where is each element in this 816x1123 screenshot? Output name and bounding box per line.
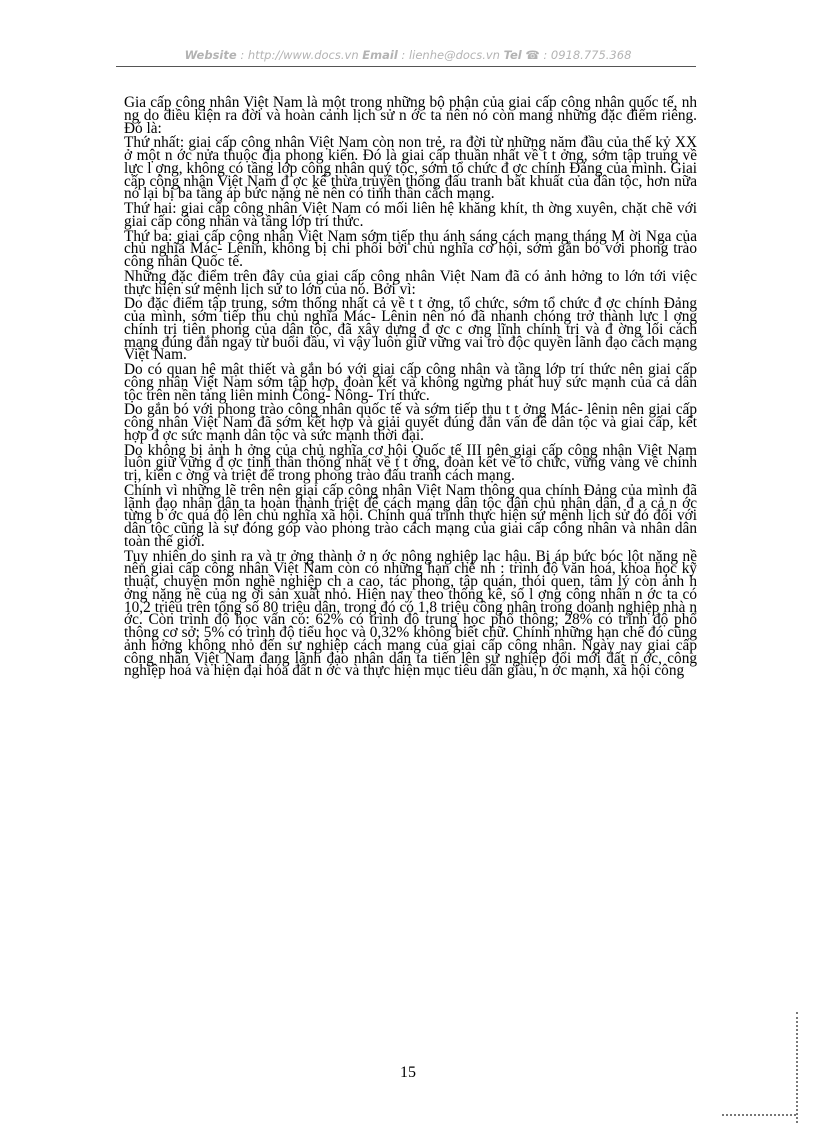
paragraph-reason-2: Do có quan hệ mật thiết và gắn bó với giai cấp công nhân và tầng lớp trí thức nên giai cấp công nhân Việt Nam sớm tập hợp, đoàn kết và không ngừng phát huy sức mạnh của cả dân tộc trên nền tảng liên minh Công- Nông- Trí thức. (124, 361, 697, 404)
tel-label: Tel (503, 48, 522, 62)
paragraph-limitations: Tuy nhiên do sinh ra và tr ởng thành ở n ớc nông nghiệp lạc hậu. Bị áp bức bóc lột nặng nề nên giai cấp công nhân Việt Nam còn có những hạn chế nh : trình độ văn hoá, khoa học kỹ thuật, chuyên môn nghề nghiệp ch a cao, tác phong, tập quán, thói quen, tâm lý còn ảnh h ởng nặng nề của ng ời sản xuất nhỏ. Hiện nay theo thống kê, số l ợng công nhân n ớc ta có 10,2 triệu trên tổng số 80 triệu dân, trong đó có 1,8 triệu công nhân trong doanh nghiệp nhà n ớc. Còn trình độ học vấn có: 62% có trình độ trung học phổ thông; 28% có trình độ phổ thông cơ sở; 5% có trình độ tiểu học và 0,32% không biết chữ. Chính những hạn chế đó cũng ảnh hởng không nhỏ đến sự nghiệp cách mạng của giai cấp công nhân. Ngày nay giai cấp công nhân Việt Nam đang lãnh đạo nhân dân ta tiến lên sự nghiệp đổi mới đất n ớc, công nghiệp hoá và hiện đại hóa đất n ớc và thực hiện mục tiêu dân giàu, n ớc mạnh, xã hội công (124, 547, 697, 680)
paragraph-third-trait: Thứ ba: giai cấp công nhân Việt Nam sớm tiếp thu ánh sáng cách mạng tháng M ời Nga của chủ nghĩa Mác- Lênin, không bị chi phối bởi chủ nghĩa cơ hội, sớm gắn bó với phong trào công nhân Quốc tế. (124, 227, 697, 270)
website-label: Website (184, 48, 237, 62)
phone-icon: ☎ (525, 48, 540, 62)
email-value[interactable]: : lienhe@docs.vn (397, 48, 504, 62)
page-number: 15 (400, 1064, 416, 1081)
document-body (124, 94, 697, 680)
paragraph-second-trait: Thứ hai: giai cấp công nhân Việt Nam có mối liên hệ khăng khít, th ờng xuyên, chặt chẽ với giai cấp công nhân và tầng lớp trí thức. (124, 200, 697, 230)
paragraph-reason-4: Do không bị ảnh h ởng của chủ nghĩa cơ hội Quốc tế III nên giai cấp công nhân Việt Nam luôn giữ vững đ ợc tinh thần thống nhất về t t ởng, đoàn kết về tổ chức, vững vàng về chính trị, kiên c ờng và triệt để trong phong trào đấu tranh cách mạng. (124, 441, 697, 484)
paragraph-influence: Những đặc điểm trên đây của giai cấp công nhân Việt Nam đã có ảnh hởng to lớn tới việc thực hiện sứ mệnh lịch sử to lớn của nó. Bởi vì: (124, 267, 697, 298)
paragraph-first-trait: Thứ nhất: giai cấp công nhân Việt Nam còn non trẻ, ra đời từ những năm đầu của thế kỷ XX ở một n ớc nửa thuộc địa phong kiến. Đó là giai cấp thuần nhất về t t ởng, sớm tập trung về lực l ợng, không có tầng lớp công nhân quý tộc, sớm tổ chức đ ợc chính Đảng của mình. Giai cấp công nhân Việt Nam đ ợc kế thừa truyền thống đấu tranh bất khuất của dân tộc, hơn nữa nó lại bị ba tầng áp bức nặng nề nên có tinh thần cách mạng. (124, 134, 697, 203)
email-label: Email (362, 48, 398, 62)
paragraph-reason-3: Do gắn bó với phong trào công nhân quốc tế và sớm tiếp thu t t ởng Mác- lênin nên giai cấp công nhân Việt Nam đã sớm kết hợp và giải quyết đúng đắn vấn đề dân tộc và giai cấp, kết hợp đ ợc sức mạnh dân tộc và sức mạnh thời đại. (124, 401, 697, 444)
paragraph-conclusion: Chính vì những lẽ trên nên giai cấp công nhân Việt Nam thông qua chính Đảng của mình đã lãnh đạo nhân dân ta hoàn thành triệt để cách mạng dân tộc dân chủ nhân dân, đ a cả n ớc từng b ớc quá độ lên chủ nghĩa xã hội. Chính quá trình thực hiện sứ mệnh lịch sử đó đối với dân tộc cũng là sự đóng góp vào phong trào cách mạng của giai cấp công nhân và nhân dân toàn thế giới. (124, 481, 697, 550)
website-value[interactable]: : http://www.docs.vn (236, 48, 363, 62)
tel-value: : 0918.775.368 (539, 48, 632, 62)
header-divider (116, 66, 696, 67)
page-corner-horizontal (722, 1114, 796, 1116)
page-corner-vertical (796, 1012, 798, 1123)
paragraph-intro: Gia cấp công nhân Việt Nam là một trong những bộ phận của giai cấp công nhân quốc tế, nh ng do điều kiện ra đời và hoàn cảnh lịch sử n ớc ta nên nó còn mang những đặc điểm riêng. Đó là: (124, 94, 697, 137)
paragraph-reason-1: Do đặc điểm tập trung, sớm thống nhất cả về t t ởng, tổ chức, sớm tổ chức đ ợc chính Đảng của mình, sớm tiếp thu chủ nghĩa Mác- Lênin nên nó đã nhanh chóng trở thành lực l ợng chính trị tiên phong của dân tộc, đã xây dựng đ ợc c ơng lĩnh chính trị và đ ờng lối cách mạng đúng đắn ngay từ buổi đầu, vì vậy luôn giữ vững vai trò độc quyền lãnh đạo cách mạng Việt Nam. (124, 295, 697, 364)
page-header (120, 48, 696, 62)
